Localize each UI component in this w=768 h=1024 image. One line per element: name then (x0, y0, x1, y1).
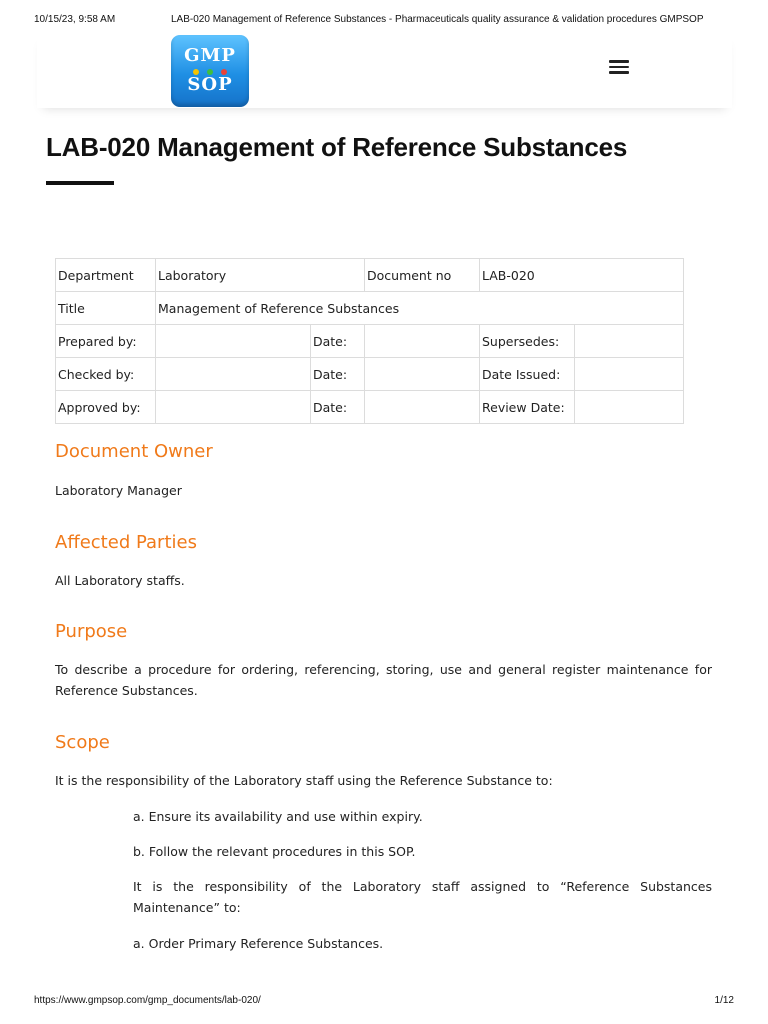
table-cell: Management of Reference Substances (156, 292, 684, 325)
site-header (37, 33, 732, 108)
table-cell (156, 391, 311, 424)
table-cell: Date Issued: (480, 358, 575, 391)
table-cell (575, 325, 684, 358)
purpose-heading: Purpose (55, 621, 128, 642)
print-page-title: LAB-020 Management of Reference Substances - Pharmaceuticals quality assurance & validation procedures GMPSOP (171, 14, 704, 25)
page-title: LAB-020 Management of Reference Substances (46, 132, 628, 162)
table-row (56, 391, 684, 424)
table-cell (365, 391, 480, 424)
print-timestamp: 10/15/23, 9:58 AM (34, 14, 116, 25)
affected-parties-heading: Affected Parties (55, 532, 197, 553)
table-cell (575, 358, 684, 391)
table-row (56, 292, 684, 325)
table-cell: Supersedes: (480, 325, 575, 358)
hamburger-menu-icon[interactable] (609, 60, 629, 74)
table-cell (575, 391, 684, 424)
logo-text-bottom: SOP (187, 74, 233, 95)
table-cell: LAB-020 (480, 259, 684, 292)
table-cell: Approved by: (56, 391, 156, 424)
table-cell: Laboratory (156, 259, 365, 292)
print-url: https://www.gmpsop.com/gmp_documents/lab-020/ (34, 995, 261, 1006)
table-cell (365, 358, 480, 391)
scope-item-b: b. Follow the relevant procedures in this SOP. (133, 844, 416, 859)
gmpsop-logo[interactable] (171, 35, 249, 107)
scope-heading: Scope (55, 732, 110, 753)
scope-maintenance-text: It is the responsibility of the Laboratory staff assigned to “Reference Substances Maintenance” to: (133, 879, 712, 915)
table-cell (156, 325, 311, 358)
document-owner-heading: Document Owner (55, 441, 213, 462)
purpose-text: To describe a procedure for ordering, referencing, storing, use and general register maintenance for Reference Substances. (55, 662, 712, 698)
table-cell: Checked by: (56, 358, 156, 391)
table-cell: Date: (311, 391, 365, 424)
table-cell: Department (56, 259, 156, 292)
scope-maintenance-item-a: a. Order Primary Reference Substances. (133, 936, 384, 951)
table-cell (365, 325, 480, 358)
table-cell: Review Date: (480, 391, 575, 424)
table-cell: Prepared by: (56, 325, 156, 358)
table-cell: Date: (311, 358, 365, 391)
table-cell (156, 358, 311, 391)
table-cell: Title (56, 292, 156, 325)
table-row (56, 358, 684, 391)
table-row (56, 259, 684, 292)
document-info-table (55, 258, 684, 424)
scope-intro: It is the responsibility of the Laboratory staff using the Reference Substance to: (55, 773, 553, 788)
scope-item-a: a. Ensure its availability and use within expiry. (133, 809, 423, 824)
table-row (56, 325, 684, 358)
affected-parties-text: All Laboratory staffs. (55, 573, 185, 588)
table-cell: Document no (365, 259, 480, 292)
document-owner-text: Laboratory Manager (55, 483, 182, 498)
table-cell: Date: (311, 325, 365, 358)
print-page-number: 1/12 (714, 995, 734, 1006)
logo-text-top: GMP (184, 45, 236, 66)
title-underline (46, 181, 114, 185)
